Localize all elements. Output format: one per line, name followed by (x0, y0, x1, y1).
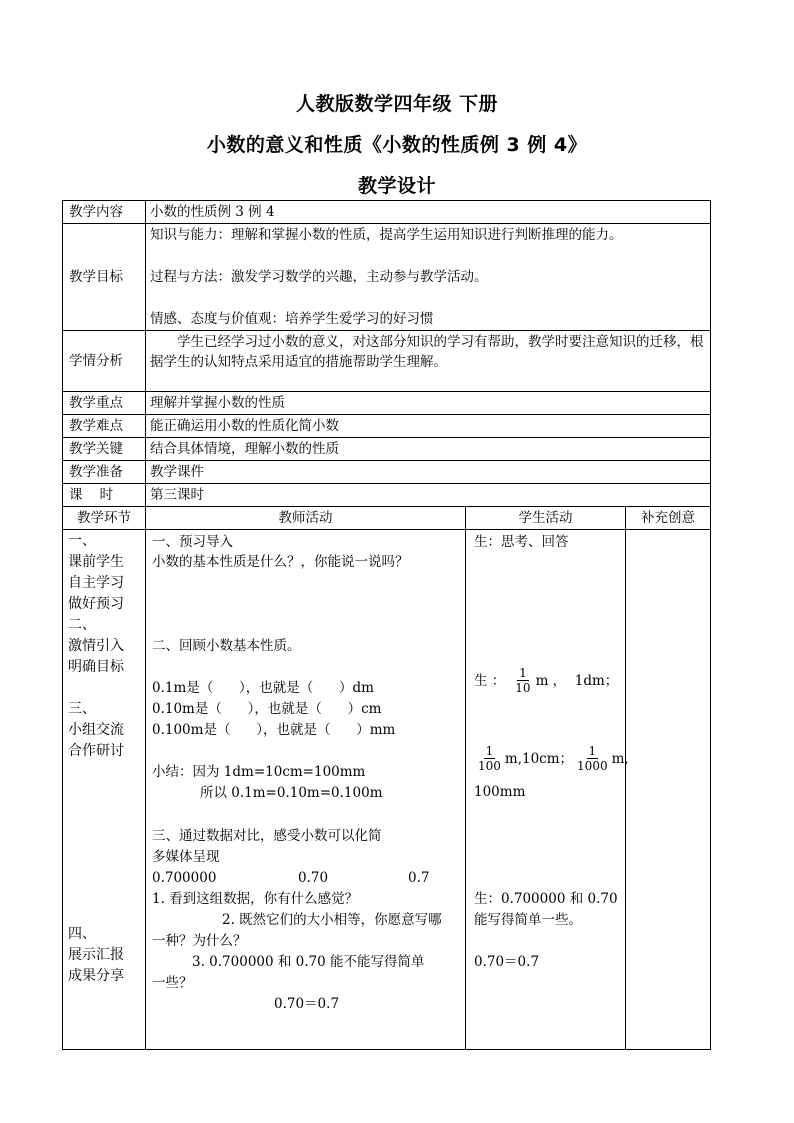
teacher-summary-2: 所以 0.1m=0.10m=0.100m (200, 785, 383, 801)
goal-item: 情感、态度与价值观：培养学生爱学习的好习惯 (150, 311, 434, 327)
teacher-fill-3: 0.100m是（ ），也就是（ ）mm (152, 722, 396, 738)
value-prep: 教学课件 (146, 461, 711, 484)
row-key (63, 392, 711, 415)
stage-header-row (63, 507, 711, 530)
label-key: 教学重点 (63, 392, 146, 415)
value-analysis (146, 331, 711, 392)
value-difficulty: 能正确运用小数的性质化简小数 (146, 415, 711, 438)
row-prep (63, 461, 711, 484)
row-difficulty (63, 415, 711, 438)
teacher-fill-1: 0.1m是（ ），也就是（ ）dm (152, 680, 374, 696)
teacher-number-a: 0.700000 (152, 870, 217, 886)
teacher-number-c: 0.7 (408, 870, 430, 886)
label-crux: 教学关键 (63, 438, 146, 461)
row-content (63, 201, 711, 224)
teacher-compare-heading: 三、通过数据对比，感受小数可以化简 (152, 828, 382, 844)
goal-item: 知识与能力：理解和掌握小数的性质，提高学生运用知识进行判断推理的能力。 (150, 227, 623, 243)
label-goals: 教学目标 (63, 224, 146, 331)
value-period: 第三课时 (146, 484, 711, 507)
header-student: 学生活动 (466, 507, 626, 530)
lesson-plan-table (62, 200, 711, 1050)
stage-2: 二、 激情引入 明确目标 (68, 617, 124, 675)
student-answer-3: $\frac{1}{100}$ m,10cm； $\frac{1}{1000}$ m, (478, 744, 629, 773)
teacher-column (146, 530, 466, 1050)
teacher-question: 小数的基本性质是什么？，你能说一说吗？ (152, 554, 409, 570)
student-answer-2: 生 ： $\frac{1}{10}$ m ， 1dm； (474, 666, 619, 695)
row-analysis (63, 331, 711, 392)
teacher-review-heading: 二、回顾小数基本性质。 (152, 638, 301, 654)
teacher-preview-heading: 一、预习导入 (152, 534, 233, 550)
label-period: 课 时 (63, 484, 146, 507)
teacher-result: 0.70＝0.7 (274, 996, 340, 1012)
teacher-q3: 3. 0.700000 和 0.70 能不能写得简单 (192, 954, 425, 970)
student-answer-1: 生：思考、回答 (474, 534, 569, 550)
student-column (466, 530, 629, 1050)
teacher-q2: 2. 既然它们的大小相等，你愿意写哪 (222, 912, 442, 928)
document-titles (0, 84, 794, 207)
value-crux: 结合具体情境，理解小数的性质 (146, 438, 711, 461)
value-goals (146, 224, 711, 331)
extra-column (626, 530, 711, 1050)
label-difficulty: 教学难点 (63, 415, 146, 438)
title-line-3: 教学设计 (357, 175, 436, 197)
student-answer-7: 0.70＝0.7 (474, 954, 540, 970)
analysis-text: 学生已经学习过小数的意义，对这部分知识的学习有帮助，教学时要注意知识的迁移，根据学生的认知特点采用适宜的措施帮助学生理解。 (150, 334, 704, 370)
teacher-summary: 小结：因为 1dm=10cm=100mm (152, 764, 366, 780)
label-analysis: 学情分析 (63, 331, 146, 392)
teacher-fill-2: 0.10m是（ ），也就是（ ）cm (152, 701, 382, 717)
teacher-multimedia: 多媒体呈现 (152, 849, 220, 865)
fraction: $\frac{1}{10}$ (515, 666, 531, 695)
student-answer-6: 能写得简单一些。 (474, 912, 582, 928)
row-crux (63, 438, 711, 461)
fraction: $\frac{1}{100}$ (478, 744, 501, 773)
activity-row (63, 530, 711, 1050)
goal-item: 过程与方法：激发学习数学的兴趣，主动参与教学活动。 (150, 269, 488, 285)
stage-3: 三、 小组交流 合作研讨 (68, 701, 124, 759)
row-period (63, 484, 711, 507)
teacher-q2-cont: 一种？为什么？ (152, 933, 247, 949)
stage-1: 一、 课前学生 自主学习 做好预习 (68, 533, 124, 612)
label-content: 教学内容 (63, 201, 146, 224)
stage-column (63, 530, 146, 1050)
row-goals (63, 224, 711, 331)
label-prep: 教学准备 (63, 461, 146, 484)
student-answer-4: 100mm (474, 784, 526, 800)
title-line-1: 人教版数学四年级 下册 (295, 93, 499, 115)
teacher-number-b: 0.70 (298, 870, 329, 886)
teacher-q3-cont: 一些？ (152, 975, 193, 991)
teacher-q1: 1. 看到这组数据，你有什么感觉？ (152, 891, 359, 907)
title-line-2: 小数的意义和性质《小数的性质例 3 例 4》 (206, 134, 588, 156)
stage-4: 四、 展示汇报 成果分享 (68, 926, 124, 984)
header-stage: 教学环节 (63, 507, 146, 530)
student-answer-5: 生：0.700000 和 0.70 (474, 891, 618, 907)
value-content: 小数的性质例 3 例 4 (146, 201, 711, 224)
value-key: 理解并掌握小数的性质 (146, 392, 711, 415)
fraction: $\frac{1}{1000}$ (577, 744, 608, 773)
header-teacher: 教师活动 (146, 507, 466, 530)
header-extra: 补充创意 (626, 507, 711, 530)
